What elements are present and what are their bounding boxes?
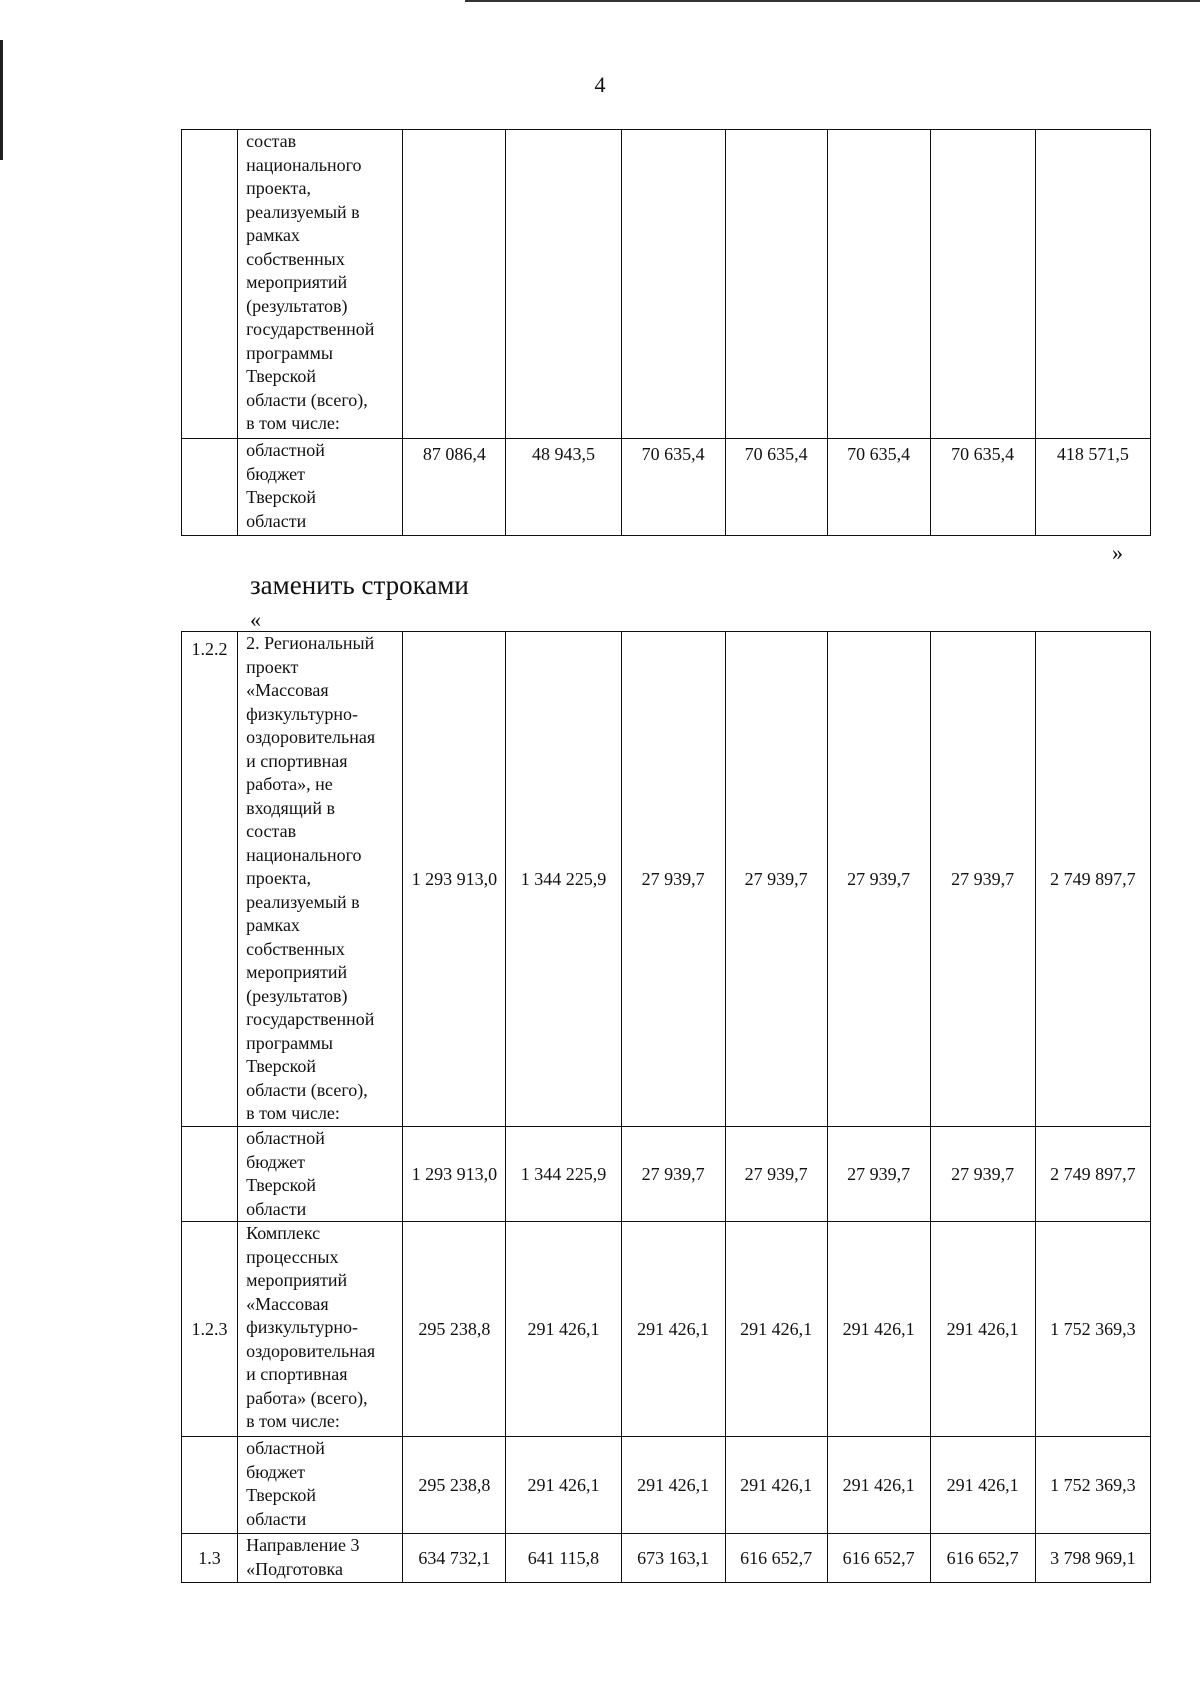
description-line: «Подготовка — [246, 1558, 344, 1579]
value-cell: 1 293 913,0 — [403, 632, 506, 1127]
value-cell: 27 939,7 — [930, 632, 1035, 1127]
description-line: физкультурно- — [246, 703, 358, 724]
value-cell: 616 652,7 — [725, 1534, 827, 1583]
scan-edge-top — [465, 0, 1200, 2]
table-row — [182, 130, 1151, 439]
row-description — [238, 1127, 403, 1222]
table-row — [182, 632, 1151, 1127]
description-line: государственной — [246, 1009, 375, 1029]
description-line: областной — [246, 440, 325, 460]
total-cell — [1035, 130, 1150, 439]
page-number: 4 — [594, 72, 606, 97]
description-line: проект — [246, 656, 299, 677]
description-line: «Массовая — [246, 680, 329, 700]
total-cell: 1 752 369,3 — [1035, 1437, 1150, 1534]
description-line: Тверской — [246, 366, 317, 386]
table-row — [182, 1222, 1151, 1437]
description-line: проекта, — [246, 178, 312, 198]
value-cell: 27 939,7 — [725, 1127, 827, 1222]
value-cell: 291 426,1 — [506, 1437, 621, 1534]
value-cell: 291 426,1 — [621, 1222, 725, 1437]
scan-edge-left — [0, 40, 3, 160]
row-index: 1.2.3 — [182, 1222, 238, 1437]
description-line: области (всего), — [246, 389, 368, 410]
description-line: областной — [246, 1128, 325, 1148]
value-cell: 1 293 913,0 — [403, 1127, 506, 1222]
value-cell: 291 426,1 — [827, 1222, 930, 1437]
value-cell: 70 635,4 — [725, 439, 827, 536]
total-cell: 2 749 897,7 — [1035, 632, 1150, 1127]
value-cell: 616 652,7 — [930, 1534, 1035, 1583]
value-cell — [827, 130, 930, 439]
description-line: (результатов) — [246, 985, 348, 1006]
description-line: и спортивная — [246, 1364, 348, 1384]
description-line: работа», не — [246, 774, 333, 794]
row-description — [238, 439, 403, 536]
row-index — [182, 439, 238, 536]
value-cell: 291 426,1 — [827, 1437, 930, 1534]
description-line: состав — [246, 821, 297, 841]
row-index — [182, 130, 238, 439]
description-line: в том числе: — [246, 1411, 340, 1431]
description-line: оздоровительная — [246, 727, 376, 747]
total-cell: 3 798 969,1 — [1035, 1534, 1150, 1583]
description-line: собственных — [246, 938, 345, 959]
description-line: мероприятий — [246, 962, 348, 982]
description-line: рамках — [246, 915, 300, 935]
value-cell — [506, 130, 621, 439]
total-cell: 2 749 897,7 — [1035, 1127, 1150, 1222]
value-cell: 295 238,8 — [403, 1437, 506, 1534]
value-cell — [403, 130, 506, 439]
value-cell: 634 732,1 — [403, 1534, 506, 1583]
row-description — [238, 1222, 403, 1437]
description-line: бюджет — [246, 463, 305, 484]
value-cell: 87 086,4 — [403, 439, 506, 536]
description-line: программы — [246, 1032, 333, 1053]
description-line: мероприятий — [246, 1270, 348, 1290]
value-cell: 291 426,1 — [621, 1437, 725, 1534]
description-line: в том числе: — [246, 1103, 340, 1123]
opening-quote: « — [250, 607, 261, 632]
value-cell: 70 635,4 — [827, 439, 930, 536]
value-cell: 291 426,1 — [506, 1222, 621, 1437]
description-line: области — [246, 1508, 307, 1529]
table-row — [182, 439, 1151, 536]
row-description — [238, 632, 403, 1127]
description-line: «Массовая — [246, 1293, 329, 1314]
description-line: мероприятий — [246, 272, 348, 292]
description-line: национального — [246, 844, 362, 865]
total-cell: 418 571,5 — [1035, 439, 1150, 536]
value-cell: 1 344 225,9 — [506, 632, 621, 1127]
description-line: национального — [246, 154, 362, 175]
value-cell: 641 115,8 — [506, 1534, 621, 1583]
value-cell: 673 163,1 — [621, 1534, 725, 1583]
description-line: работа» (всего), — [246, 1387, 368, 1408]
description-line: Направление 3 — [246, 1535, 360, 1555]
description-line: в том числе: — [246, 413, 340, 433]
total-cell: 1 752 369,3 — [1035, 1222, 1150, 1437]
closing-quote: » — [1112, 540, 1123, 565]
description-line: реализуемый в — [246, 891, 360, 912]
description-line: собственных — [246, 248, 345, 269]
description-line: Тверской — [246, 1175, 317, 1195]
description-line: Тверской — [246, 1485, 317, 1505]
value-cell: 27 939,7 — [827, 1127, 930, 1222]
row-index: 1.3 — [182, 1534, 238, 1583]
description-line: бюджет — [246, 1151, 305, 1172]
table-row — [182, 1127, 1151, 1222]
description-line: Тверской — [246, 487, 317, 507]
row-description — [238, 1437, 403, 1534]
value-cell: 291 426,1 — [930, 1437, 1035, 1534]
table-row — [182, 1437, 1151, 1534]
value-cell: 27 939,7 — [827, 632, 930, 1127]
row-index — [182, 1437, 238, 1534]
value-cell: 291 426,1 — [930, 1222, 1035, 1437]
row-description — [238, 1534, 403, 1583]
value-cell: 48 943,5 — [506, 439, 621, 536]
value-cell: 27 939,7 — [725, 632, 827, 1127]
table-row — [182, 1534, 1151, 1583]
description-line: 2. Региональный — [246, 633, 375, 653]
description-line: реализуемый в — [246, 201, 360, 222]
value-cell: 291 426,1 — [725, 1437, 827, 1534]
description-line: программы — [246, 342, 333, 363]
replace-instruction: заменить строками — [250, 570, 469, 600]
description-line: физкультурно- — [246, 1317, 358, 1337]
description-line: Тверской — [246, 1056, 317, 1076]
value-cell: 70 635,4 — [930, 439, 1035, 536]
description-line: проекта, — [246, 868, 312, 888]
description-line: состав — [246, 131, 297, 151]
value-cell: 1 344 225,9 — [506, 1127, 621, 1222]
description-line: оздоровительная — [246, 1340, 376, 1361]
value-cell: 295 238,8 — [403, 1222, 506, 1437]
value-cell: 27 939,7 — [930, 1127, 1035, 1222]
description-line: бюджет — [246, 1461, 305, 1482]
row-description — [238, 130, 403, 439]
description-line: области — [246, 510, 307, 531]
old-budget-table — [181, 129, 1151, 536]
value-cell: 70 635,4 — [621, 439, 725, 536]
description-line: и спортивная — [246, 750, 348, 771]
description-line: областной — [246, 1438, 325, 1458]
description-line: (результатов) — [246, 295, 348, 316]
description-line: области — [246, 1198, 307, 1219]
value-cell: 616 652,7 — [827, 1534, 930, 1583]
value-cell: 291 426,1 — [725, 1222, 827, 1437]
row-index: 1.2.2 — [182, 632, 238, 1127]
description-line: рамках — [246, 225, 300, 245]
description-line: области (всего), — [246, 1079, 368, 1100]
new-budget-table — [181, 631, 1151, 1583]
description-line: государственной — [246, 319, 375, 339]
value-cell — [930, 130, 1035, 439]
value-cell: 27 939,7 — [621, 632, 725, 1127]
description-line: входящий в — [246, 797, 335, 818]
row-index — [182, 1127, 238, 1222]
value-cell — [621, 130, 725, 439]
value-cell — [725, 130, 827, 439]
description-line: процессных — [246, 1246, 339, 1267]
value-cell: 27 939,7 — [621, 1127, 725, 1222]
description-line: Комплекс — [246, 1223, 321, 1243]
